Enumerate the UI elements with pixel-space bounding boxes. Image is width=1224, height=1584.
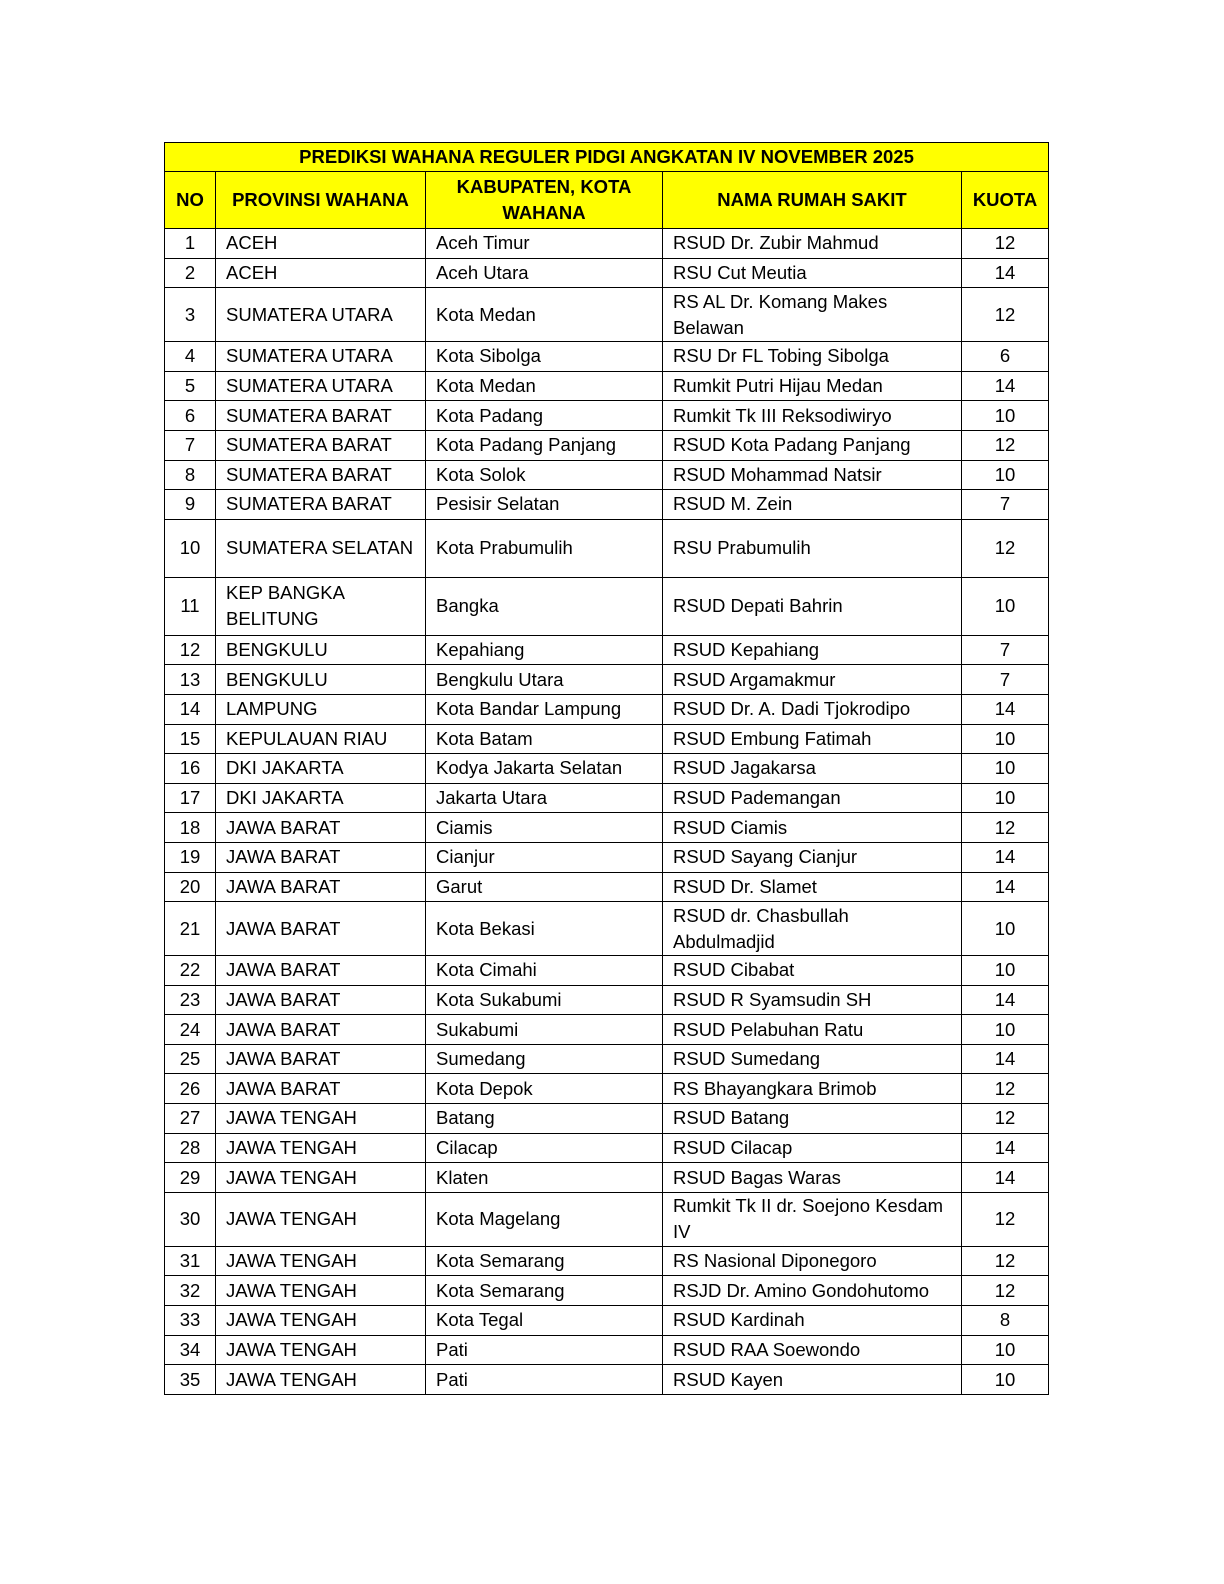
cell-kabupaten: Bangka: [426, 577, 663, 635]
cell-no: 9: [165, 490, 216, 520]
cell-kabupaten: Aceh Timur: [426, 229, 663, 259]
table-row: [165, 1306, 1049, 1336]
cell-no: 19: [165, 842, 216, 872]
table-row: [165, 842, 1049, 872]
cell-provinsi: JAWA TENGAH: [216, 1163, 426, 1193]
cell-kabupaten: Kota Sukabumi: [426, 985, 663, 1015]
cell-kabupaten: Kota Batam: [426, 724, 663, 754]
cell-provinsi: SUMATERA BARAT: [216, 430, 426, 460]
cell-provinsi: SUMATERA UTARA: [216, 288, 426, 342]
cell-provinsi: KEPULAUAN RIAU: [216, 724, 426, 754]
cell-kuota: 7: [962, 490, 1049, 520]
table-title-row: [165, 143, 1049, 172]
cell-provinsi: SUMATERA BARAT: [216, 401, 426, 431]
table-row: [165, 229, 1049, 259]
cell-no: 30: [165, 1192, 216, 1246]
cell-provinsi: ACEH: [216, 258, 426, 288]
cell-provinsi: BENGKULU: [216, 635, 426, 665]
cell-kuota: 12: [962, 1074, 1049, 1104]
cell-kuota: 14: [962, 1133, 1049, 1163]
cell-provinsi: JAWA BARAT: [216, 813, 426, 843]
table-body: [165, 229, 1049, 1395]
cell-no: 20: [165, 872, 216, 902]
cell-rumah-sakit: RSUD Pelabuhan Ratu: [663, 1015, 962, 1045]
cell-kabupaten: Bengkulu Utara: [426, 665, 663, 695]
cell-rumah-sakit: RSUD Sayang Cianjur: [663, 842, 962, 872]
table-row: [165, 460, 1049, 490]
cell-provinsi: JAWA BARAT: [216, 902, 426, 956]
cell-no: 6: [165, 401, 216, 431]
cell-rumah-sakit: RSUD Pademangan: [663, 783, 962, 813]
cell-no: 16: [165, 754, 216, 784]
cell-kabupaten: Kota Medan: [426, 371, 663, 401]
cell-kuota: 12: [962, 1192, 1049, 1246]
cell-provinsi: JAWA BARAT: [216, 1044, 426, 1074]
cell-provinsi: SUMATERA SELATAN: [216, 519, 426, 577]
cell-kuota: 14: [962, 985, 1049, 1015]
cell-no: 11: [165, 577, 216, 635]
cell-no: 3: [165, 288, 216, 342]
cell-kabupaten: Pati: [426, 1365, 663, 1395]
table-row: [165, 665, 1049, 695]
cell-kuota: 14: [962, 1163, 1049, 1193]
cell-kabupaten: Sukabumi: [426, 1015, 663, 1045]
cell-rumah-sakit: Rumkit Tk III Reksodiwiryo: [663, 401, 962, 431]
table-row: [165, 519, 1049, 577]
cell-no: 17: [165, 783, 216, 813]
cell-kabupaten: Kota Prabumulih: [426, 519, 663, 577]
cell-kabupaten: Kota Semarang: [426, 1246, 663, 1276]
cell-rumah-sakit: RSUD Bagas Waras: [663, 1163, 962, 1193]
cell-no: 25: [165, 1044, 216, 1074]
cell-kabupaten: Aceh Utara: [426, 258, 663, 288]
cell-kuota: 10: [962, 783, 1049, 813]
cell-kabupaten: Kota Cimahi: [426, 956, 663, 986]
cell-kuota: 14: [962, 694, 1049, 724]
cell-no: 27: [165, 1104, 216, 1134]
table-row: [165, 1276, 1049, 1306]
cell-kuota: 10: [962, 956, 1049, 986]
cell-rumah-sakit: RS Nasional Diponegoro: [663, 1246, 962, 1276]
cell-rumah-sakit: RS AL Dr. Komang Makes Belawan: [663, 288, 962, 342]
table-row: [165, 401, 1049, 431]
table-row: [165, 985, 1049, 1015]
cell-rumah-sakit: RSUD Sumedang: [663, 1044, 962, 1074]
cell-rumah-sakit: RSUD M. Zein: [663, 490, 962, 520]
cell-provinsi: SUMATERA BARAT: [216, 490, 426, 520]
cell-no: 8: [165, 460, 216, 490]
table-row: [165, 1015, 1049, 1045]
cell-rumah-sakit: RSUD Cilacap: [663, 1133, 962, 1163]
cell-kuota: 10: [962, 577, 1049, 635]
header-provinsi: PROVINSI WAHANA: [216, 172, 426, 229]
cell-no: 12: [165, 635, 216, 665]
cell-kabupaten: Kota Solok: [426, 460, 663, 490]
cell-kuota: 12: [962, 288, 1049, 342]
cell-kuota: 10: [962, 1335, 1049, 1365]
cell-no: 15: [165, 724, 216, 754]
cell-kabupaten: Kota Padang: [426, 401, 663, 431]
cell-kuota: 14: [962, 371, 1049, 401]
table-row: [165, 430, 1049, 460]
cell-rumah-sakit: RSUD Batang: [663, 1104, 962, 1134]
cell-kuota: 6: [962, 342, 1049, 372]
cell-kuota: 8: [962, 1306, 1049, 1336]
table-row: [165, 1074, 1049, 1104]
cell-no: 31: [165, 1246, 216, 1276]
cell-no: 32: [165, 1276, 216, 1306]
cell-no: 4: [165, 342, 216, 372]
cell-no: 33: [165, 1306, 216, 1336]
cell-kuota: 14: [962, 258, 1049, 288]
cell-kabupaten: Klaten: [426, 1163, 663, 1193]
cell-kabupaten: Kepahiang: [426, 635, 663, 665]
table-row: [165, 1192, 1049, 1246]
cell-provinsi: JAWA TENGAH: [216, 1104, 426, 1134]
table-row: [165, 1246, 1049, 1276]
cell-no: 21: [165, 902, 216, 956]
cell-kuota: 14: [962, 1044, 1049, 1074]
table-title: PREDIKSI WAHANA REGULER PIDGI ANGKATAN IV NOVEMBER 2025: [165, 143, 1049, 172]
cell-provinsi: JAWA TENGAH: [216, 1192, 426, 1246]
cell-no: 22: [165, 956, 216, 986]
header-kuota: KUOTA: [962, 172, 1049, 229]
cell-no: 29: [165, 1163, 216, 1193]
cell-kuota: 10: [962, 754, 1049, 784]
table-row: [165, 288, 1049, 342]
cell-no: 26: [165, 1074, 216, 1104]
header-rumah-sakit: NAMA RUMAH SAKIT: [663, 172, 962, 229]
cell-kuota: 7: [962, 665, 1049, 695]
cell-rumah-sakit: RSUD Ciamis: [663, 813, 962, 843]
cell-provinsi: JAWA TENGAH: [216, 1365, 426, 1395]
cell-rumah-sakit: RSUD Embung Fatimah: [663, 724, 962, 754]
cell-rumah-sakit: RSJD Dr. Amino Gondohutomo: [663, 1276, 962, 1306]
cell-kuota: 10: [962, 902, 1049, 956]
header-kabupaten: KABUPATEN, KOTA WAHANA: [426, 172, 663, 229]
table-row: [165, 956, 1049, 986]
table-row: [165, 754, 1049, 784]
cell-provinsi: SUMATERA BARAT: [216, 460, 426, 490]
cell-kuota: 14: [962, 872, 1049, 902]
table-row: [165, 1365, 1049, 1395]
cell-rumah-sakit: RSUD Jagakarsa: [663, 754, 962, 784]
cell-kuota: 12: [962, 813, 1049, 843]
cell-rumah-sakit: Rumkit Putri Hijau Medan: [663, 371, 962, 401]
table-row: [165, 902, 1049, 956]
table-row: [165, 694, 1049, 724]
cell-kuota: 12: [962, 519, 1049, 577]
cell-rumah-sakit: RSUD Kayen: [663, 1365, 962, 1395]
cell-provinsi: BENGKULU: [216, 665, 426, 695]
cell-provinsi: JAWA TENGAH: [216, 1276, 426, 1306]
cell-provinsi: JAWA BARAT: [216, 956, 426, 986]
cell-kuota: 10: [962, 724, 1049, 754]
table-row: [165, 1133, 1049, 1163]
cell-rumah-sakit: RSUD R Syamsudin SH: [663, 985, 962, 1015]
column-header-row: [165, 172, 1049, 229]
cell-provinsi: JAWA BARAT: [216, 1074, 426, 1104]
table-row: [165, 371, 1049, 401]
cell-provinsi: KEP BANGKA BELITUNG: [216, 577, 426, 635]
cell-no: 5: [165, 371, 216, 401]
cell-kabupaten: Kota Sibolga: [426, 342, 663, 372]
table-row: [165, 258, 1049, 288]
cell-kuota: 12: [962, 1104, 1049, 1134]
cell-kabupaten: Pesisir Selatan: [426, 490, 663, 520]
cell-kabupaten: Jakarta Utara: [426, 783, 663, 813]
cell-rumah-sakit: RSUD dr. Chasbullah Abdulmadjid: [663, 902, 962, 956]
cell-rumah-sakit: RSUD RAA Soewondo: [663, 1335, 962, 1365]
cell-rumah-sakit: RSUD Dr. A. Dadi Tjokrodipo: [663, 694, 962, 724]
table-row: [165, 783, 1049, 813]
cell-kuota: 10: [962, 1365, 1049, 1395]
cell-rumah-sakit: RSU Prabumulih: [663, 519, 962, 577]
table-row: [165, 724, 1049, 754]
cell-kabupaten: Sumedang: [426, 1044, 663, 1074]
cell-rumah-sakit: RSUD Depati Bahrin: [663, 577, 962, 635]
table-row: [165, 342, 1049, 372]
cell-kabupaten: Kota Depok: [426, 1074, 663, 1104]
cell-kabupaten: Kodya Jakarta Selatan: [426, 754, 663, 784]
cell-provinsi: JAWA TENGAH: [216, 1335, 426, 1365]
cell-kabupaten: Pati: [426, 1335, 663, 1365]
cell-provinsi: LAMPUNG: [216, 694, 426, 724]
cell-no: 7: [165, 430, 216, 460]
cell-rumah-sakit: RSUD Mohammad Natsir: [663, 460, 962, 490]
table-row: [165, 1044, 1049, 1074]
cell-no: 18: [165, 813, 216, 843]
cell-no: 23: [165, 985, 216, 1015]
cell-kuota: 10: [962, 401, 1049, 431]
cell-rumah-sakit: RSUD Dr. Slamet: [663, 872, 962, 902]
cell-rumah-sakit: RSUD Kota Padang Panjang: [663, 430, 962, 460]
cell-kuota: 12: [962, 1276, 1049, 1306]
cell-rumah-sakit: RSUD Dr. Zubir Mahmud: [663, 229, 962, 259]
table-row: [165, 813, 1049, 843]
cell-kuota: 12: [962, 229, 1049, 259]
cell-kabupaten: Kota Medan: [426, 288, 663, 342]
cell-kuota: 12: [962, 1246, 1049, 1276]
cell-kabupaten: Cianjur: [426, 842, 663, 872]
cell-rumah-sakit: RSUD Cibabat: [663, 956, 962, 986]
cell-kabupaten: Batang: [426, 1104, 663, 1134]
cell-kuota: 7: [962, 635, 1049, 665]
table-row: [165, 1163, 1049, 1193]
table-row: [165, 577, 1049, 635]
cell-kuota: 12: [962, 430, 1049, 460]
cell-rumah-sakit: RSUD Kardinah: [663, 1306, 962, 1336]
cell-provinsi: JAWA BARAT: [216, 1015, 426, 1045]
table-row: [165, 635, 1049, 665]
cell-kabupaten: Kota Bandar Lampung: [426, 694, 663, 724]
header-no: NO: [165, 172, 216, 229]
table-row: [165, 1104, 1049, 1134]
cell-provinsi: DKI JAKARTA: [216, 754, 426, 784]
cell-no: 35: [165, 1365, 216, 1395]
cell-no: 14: [165, 694, 216, 724]
cell-kuota: 14: [962, 842, 1049, 872]
cell-provinsi: ACEH: [216, 229, 426, 259]
cell-no: 34: [165, 1335, 216, 1365]
cell-provinsi: JAWA BARAT: [216, 842, 426, 872]
cell-provinsi: JAWA TENGAH: [216, 1306, 426, 1336]
cell-provinsi: JAWA BARAT: [216, 872, 426, 902]
cell-no: 24: [165, 1015, 216, 1045]
cell-no: 28: [165, 1133, 216, 1163]
cell-provinsi: JAWA TENGAH: [216, 1246, 426, 1276]
cell-rumah-sakit: RSUD Argamakmur: [663, 665, 962, 695]
table-row: [165, 1335, 1049, 1365]
cell-no: 13: [165, 665, 216, 695]
cell-provinsi: JAWA BARAT: [216, 985, 426, 1015]
cell-rumah-sakit: Rumkit Tk II dr. Soejono Kesdam IV: [663, 1192, 962, 1246]
cell-rumah-sakit: RSU Dr FL Tobing Sibolga: [663, 342, 962, 372]
cell-kabupaten: Ciamis: [426, 813, 663, 843]
cell-provinsi: JAWA TENGAH: [216, 1133, 426, 1163]
cell-rumah-sakit: RSUD Kepahiang: [663, 635, 962, 665]
cell-rumah-sakit: RSU Cut Meutia: [663, 258, 962, 288]
cell-no: 1: [165, 229, 216, 259]
cell-provinsi: SUMATERA UTARA: [216, 342, 426, 372]
cell-kabupaten: Kota Padang Panjang: [426, 430, 663, 460]
cell-no: 2: [165, 258, 216, 288]
cell-provinsi: DKI JAKARTA: [216, 783, 426, 813]
cell-no: 10: [165, 519, 216, 577]
cell-kabupaten: Cilacap: [426, 1133, 663, 1163]
table-row: [165, 872, 1049, 902]
cell-kabupaten: Kota Tegal: [426, 1306, 663, 1336]
cell-kabupaten: Kota Bekasi: [426, 902, 663, 956]
cell-rumah-sakit: RS Bhayangkara Brimob: [663, 1074, 962, 1104]
cell-kabupaten: Kota Magelang: [426, 1192, 663, 1246]
wahana-table: [164, 142, 1049, 1395]
cell-kabupaten: Garut: [426, 872, 663, 902]
table-row: [165, 490, 1049, 520]
cell-kuota: 10: [962, 460, 1049, 490]
cell-kuota: 10: [962, 1015, 1049, 1045]
cell-provinsi: SUMATERA UTARA: [216, 371, 426, 401]
cell-kabupaten: Kota Semarang: [426, 1276, 663, 1306]
